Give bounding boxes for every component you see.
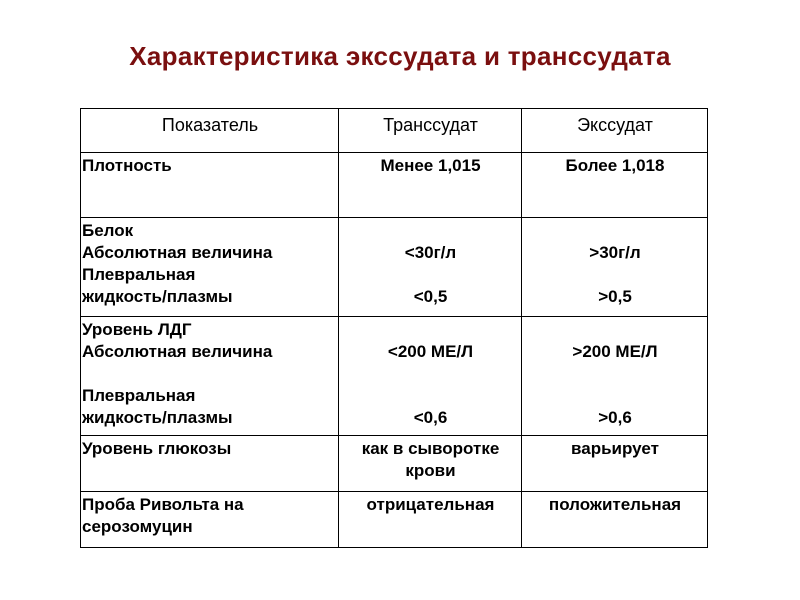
indicator-cell (81, 317, 339, 436)
table-row-density (81, 153, 708, 218)
exudate-value: >30г/л (589, 243, 641, 262)
exudate-value: Более 1,018 (565, 156, 665, 175)
transudate-value: <200 МЕ/Л (387, 342, 474, 361)
column-header-exudate: Экссудат (522, 109, 708, 153)
indicator-text: Плотность (82, 156, 172, 175)
table-row-rivalta (81, 492, 708, 548)
table-row-ldh (81, 317, 708, 436)
indicator-text: Плевральная (82, 386, 196, 405)
transudate-cell (339, 492, 522, 548)
indicator-text: Белок (82, 221, 134, 240)
table-row-glucose (81, 436, 708, 492)
exudate-value: >0,6 (598, 408, 632, 427)
transudate-value: <0,6 (413, 408, 448, 427)
transudate-value: крови (405, 461, 456, 480)
indicator-cell (81, 218, 339, 317)
indicator-cell (81, 436, 339, 492)
transudate-value: Менее 1,015 (380, 156, 481, 175)
indicator-text: Абсолютная величина (82, 243, 273, 262)
exudate-cell (522, 317, 708, 436)
exudate-value: >0,5 (598, 287, 632, 306)
exudate-cell (522, 153, 708, 218)
transudate-value: как в сыворотке (361, 439, 500, 458)
table-row-protein (81, 218, 708, 317)
transudate-cell (339, 153, 522, 218)
exudate-value: положительная (548, 495, 682, 514)
indicator-text: серозомуцин (82, 517, 193, 536)
indicator-text: Уровень глюкозы (82, 439, 232, 458)
page-title: Характеристика экссудата и транссудата (129, 41, 671, 71)
comparison-table (80, 108, 708, 548)
indicator-text: Плевральная (82, 265, 196, 284)
indicator-text: Уровень ЛДГ (82, 320, 192, 339)
transudate-cell (339, 317, 522, 436)
indicator-text: жидкость/плазмы (82, 408, 233, 427)
transudate-value: отрицательная (366, 495, 495, 514)
transudate-cell (339, 436, 522, 492)
exudate-cell (522, 492, 708, 548)
transudate-value: <0,5 (413, 287, 448, 306)
transudate-value: <30г/л (404, 243, 457, 262)
indicator-text: жидкость/плазмы (82, 287, 233, 306)
indicator-text: Проба Ривольта на (82, 495, 244, 514)
exudate-value: >200 МЕ/Л (572, 342, 658, 361)
exudate-cell (522, 436, 708, 492)
indicator-cell (81, 153, 339, 218)
column-header-transudate: Транссудат (339, 109, 522, 153)
indicator-cell (81, 492, 339, 548)
column-header-indicator: Показатель (81, 109, 339, 153)
table-header-row (81, 109, 708, 153)
transudate-cell (339, 218, 522, 317)
exudate-cell (522, 218, 708, 317)
exudate-value: варьирует (571, 439, 659, 458)
indicator-text: Абсолютная величина (82, 342, 273, 361)
